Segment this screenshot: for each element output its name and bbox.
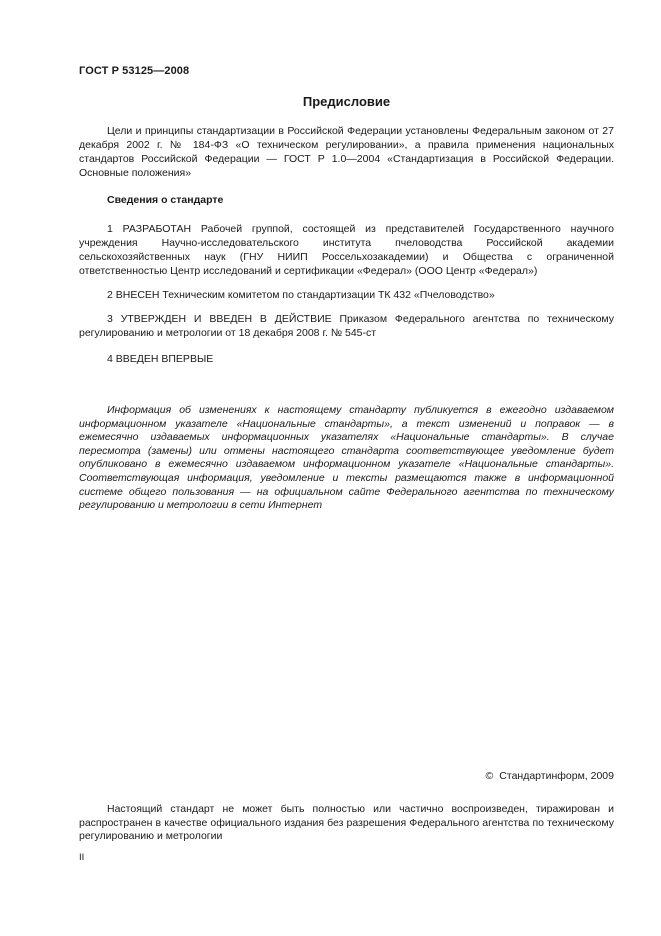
copyright [486,770,614,782]
intro-paragraph: Цели и принципы стандартизации в Российской Федерации установлены Федеральным законом от 27 декабря 2002 г. № 184-ФЗ «О техническом регулировании», а правила применения национальных стандартов Российской Федерации — ГОСТ Р 1.0—2004 «Стандартизация в Российской Федерации. Основные положения» [79,125,614,179]
standard-info-item-1: 1 РАЗРАБОТАН Рабочей группой, состоящей из представителей Государственного научного учреждения Научно-исследовательского института пчеловодства Российской академии сельскохозяйственных наук (ГНУ НИИП Россельхозакадемии) и Общества с ограниченной ответственностью Центр исследований и сертификации «Федерал» (ООО Центр «Федерал») [79,223,614,277]
page-title: Предисловие [302,94,391,109]
copyright-text: Стандартинформ, 2009 [499,770,614,782]
standard-info-item-4: 4 ВВЕДЕН ВПЕРВЫЕ [107,353,214,365]
standard-info-item-3: 3 УТВЕРЖДЕН И ВВЕДЕН В ДЕЙСТВИЕ Приказом Федерального агентства по техническому регулированию и метрологии от 18 декабря 2008 г. № 545-ст [79,313,614,339]
changes-info-note: Информация об изменениях к настоящему стандарту публикуется в ежегодно издаваемом информационном указателе «Национальные стандарты», а текст изменений и поправок — в ежемесячно издаваемых информационных указателях «Национальные стандарты». В случае пересмотра (замены) или отмены настоящего стандарта соответствующее уведомление будет опубликовано в ежемесячно издаваемом информационном указателе «Национальные стандарты». Соответствующая информация, уведомление и тексты размещаются также в информационной системе общего пользования — на официальном сайте Федерального агентства по техническому регулированию и метрологии в сети Интернет [79,404,614,512]
copyright-symbol: © [485,770,494,782]
document-code: ГОСТ Р 53125—2008 [79,65,190,77]
standard-info-item-2: 2 ВНЕСЕН Техническим комитетом по стандартизации ТК 432 «Пчеловодство» [107,289,495,301]
standard-info-heading: Сведения о стандарте [107,194,224,206]
reproduction-notice: Настоящий стандарт не может быть полностью или частично воспроизведен, тиражирован и распространен в качестве официального издания без разрешения Федерального агентства по техническому регулированию и метрологии [79,803,614,843]
page-number: II [79,852,85,863]
